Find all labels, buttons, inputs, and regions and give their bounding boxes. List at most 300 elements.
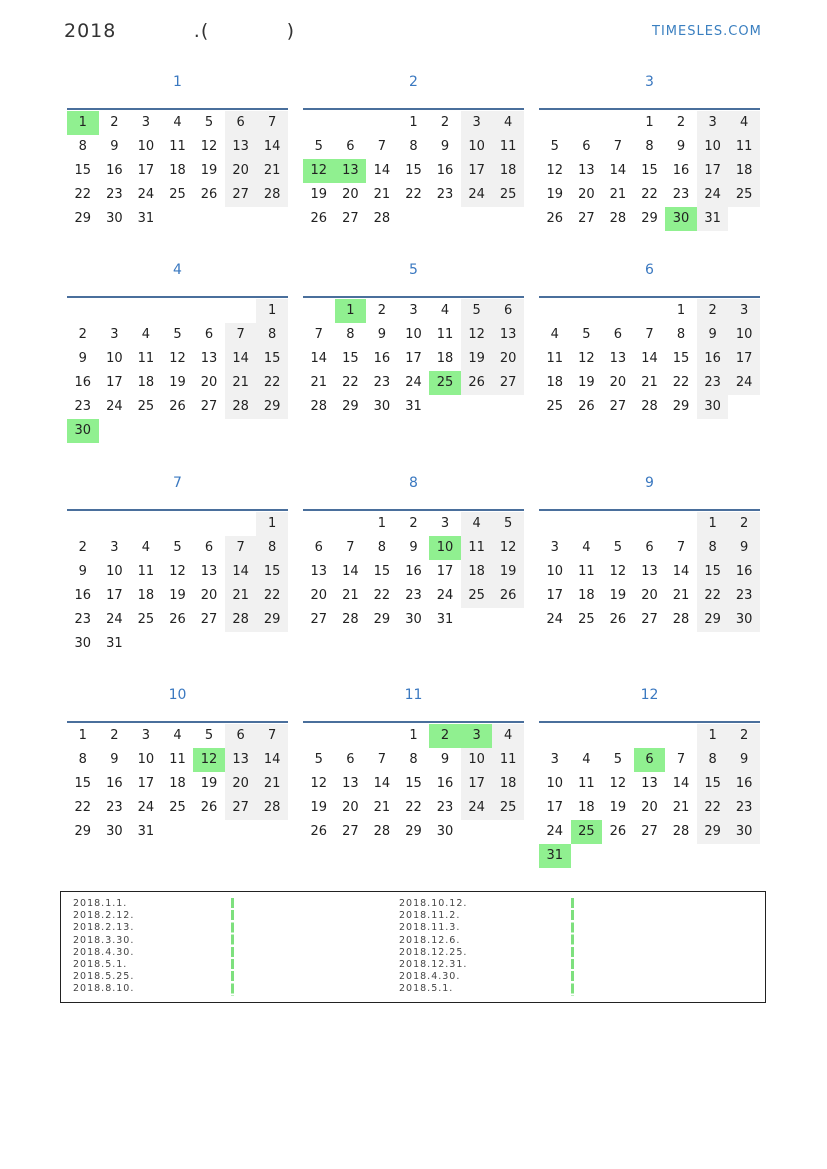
- day-cell[interactable]: 31: [106, 636, 123, 651]
- day-cell[interactable]: 11: [169, 752, 186, 767]
- day-cell[interactable]: 15: [641, 163, 658, 178]
- day-cell[interactable]: 9: [78, 564, 87, 579]
- day-cell[interactable]: 1: [645, 115, 654, 130]
- day-cell[interactable]: 12: [169, 351, 186, 366]
- day-cell[interactable]: 15: [672, 351, 690, 366]
- day-cell[interactable]: 18: [492, 159, 524, 183]
- day-cell[interactable]: 18: [578, 588, 595, 603]
- day-cell[interactable]: 28: [609, 211, 627, 226]
- day-cell[interactable]: 16: [436, 776, 454, 791]
- day-cell[interactable]: 11: [461, 536, 493, 560]
- day-cell[interactable]: 3: [440, 516, 450, 531]
- day-cell[interactable]: 29: [373, 612, 391, 627]
- day-cell[interactable]: 6: [582, 139, 591, 154]
- day-cell[interactable]: 25: [492, 183, 524, 207]
- day-cell[interactable]: 7: [225, 323, 257, 347]
- day-cell[interactable]: 29: [342, 399, 359, 414]
- day-cell[interactable]: 27: [225, 183, 257, 207]
- day-cell[interactable]: 8: [78, 752, 87, 767]
- day-cell[interactable]: 20: [225, 772, 257, 796]
- day-cell[interactable]: 15: [342, 351, 359, 366]
- day-cell[interactable]: 5: [613, 752, 623, 767]
- day-cell[interactable]: 18: [578, 800, 595, 815]
- day-cell[interactable]: 13: [492, 323, 524, 347]
- day-cell[interactable]: 17: [137, 776, 155, 791]
- day-cell[interactable]: 31: [137, 824, 155, 839]
- day-cell[interactable]: 5: [173, 540, 182, 555]
- day-cell[interactable]: 25: [137, 399, 155, 414]
- day-cell[interactable]: 18: [169, 163, 186, 178]
- day-cell[interactable]: 9: [440, 752, 450, 767]
- day-cell[interactable]: 19: [578, 375, 595, 390]
- day-cell[interactable]: 28: [225, 395, 257, 419]
- day-cell[interactable]: 24: [106, 612, 123, 627]
- day-cell[interactable]: 21: [256, 772, 288, 796]
- day-cell[interactable]: 27: [200, 399, 218, 414]
- day-cell[interactable]: 15: [256, 347, 288, 371]
- day-cell[interactable]: 22: [74, 187, 92, 202]
- day-cell[interactable]: 22: [74, 800, 92, 815]
- day-cell[interactable]: 13: [225, 748, 257, 772]
- day-cell[interactable]: 2: [728, 724, 760, 748]
- day-cell[interactable]: 13: [578, 163, 595, 178]
- day-cell[interactable]: 9: [676, 139, 686, 154]
- day-cell[interactable]: 3: [409, 303, 418, 318]
- day-cell[interactable]: 1: [409, 728, 418, 743]
- day-cell[interactable]: 30: [728, 820, 760, 844]
- day-cell[interactable]: 8: [409, 752, 418, 767]
- day-cell[interactable]: 9: [110, 752, 119, 767]
- day-cell[interactable]: 1: [377, 516, 387, 531]
- day-cell[interactable]: 10: [728, 323, 760, 347]
- day-cell[interactable]: 16: [697, 347, 729, 371]
- day-cell[interactable]: 7: [377, 139, 387, 154]
- day-cell[interactable]: 3: [110, 540, 119, 555]
- day-cell[interactable]: 25: [169, 187, 186, 202]
- day-cell[interactable]: 10: [106, 564, 123, 579]
- day-cell[interactable]: 2: [110, 115, 119, 130]
- day-cell[interactable]: 17: [728, 347, 760, 371]
- day-cell[interactable]: 24: [436, 588, 454, 603]
- day-cell[interactable]: 30: [665, 207, 697, 231]
- day-cell[interactable]: 22: [405, 800, 422, 815]
- day-cell[interactable]: 3: [461, 724, 493, 748]
- day-cell[interactable]: 20: [492, 347, 524, 371]
- day-cell[interactable]: 26: [546, 211, 564, 226]
- day-cell[interactable]: 21: [373, 800, 391, 815]
- day-cell[interactable]: 4: [582, 752, 591, 767]
- day-cell[interactable]: 23: [672, 187, 690, 202]
- day-cell[interactable]: 24: [106, 399, 123, 414]
- day-cell[interactable]: 22: [342, 375, 359, 390]
- day-cell[interactable]: 22: [405, 187, 422, 202]
- day-cell[interactable]: 28: [672, 612, 690, 627]
- day-cell[interactable]: 25: [492, 796, 524, 820]
- day-cell[interactable]: 11: [137, 564, 155, 579]
- day-cell[interactable]: 10: [546, 776, 564, 791]
- day-cell[interactable]: 9: [697, 323, 729, 347]
- day-cell[interactable]: 2: [676, 115, 686, 130]
- day-cell[interactable]: 30: [74, 636, 92, 651]
- day-cell[interactable]: 21: [672, 800, 690, 815]
- day-cell[interactable]: 27: [492, 371, 524, 395]
- day-cell[interactable]: 23: [74, 399, 92, 414]
- day-cell[interactable]: 29: [256, 395, 288, 419]
- day-cell[interactable]: 19: [310, 800, 328, 815]
- day-cell[interactable]: 10: [461, 748, 493, 772]
- day-cell[interactable]: 27: [641, 824, 658, 839]
- day-cell[interactable]: 3: [141, 728, 151, 743]
- day-cell[interactable]: 4: [582, 540, 591, 555]
- day-cell[interactable]: 13: [342, 776, 359, 791]
- day-cell[interactable]: 27: [609, 399, 627, 414]
- day-cell[interactable]: 26: [461, 371, 493, 395]
- day-cell[interactable]: 19: [310, 187, 328, 202]
- day-cell[interactable]: 8: [409, 139, 418, 154]
- day-cell[interactable]: 11: [137, 351, 155, 366]
- day-cell[interactable]: 6: [225, 724, 257, 748]
- day-cell[interactable]: 28: [225, 608, 257, 632]
- day-cell[interactable]: 16: [436, 163, 454, 178]
- day-cell[interactable]: 12: [609, 564, 627, 579]
- day-cell[interactable]: 9: [728, 536, 760, 560]
- day-cell[interactable]: 12: [609, 776, 627, 791]
- day-cell[interactable]: 11: [492, 748, 524, 772]
- day-cell[interactable]: 8: [697, 748, 729, 772]
- day-cell[interactable]: 20: [200, 375, 218, 390]
- day-cell[interactable]: 28: [373, 824, 391, 839]
- day-cell[interactable]: 25: [169, 800, 186, 815]
- day-cell[interactable]: 29: [697, 608, 729, 632]
- day-cell[interactable]: 2: [440, 115, 450, 130]
- day-cell[interactable]: 23: [405, 588, 422, 603]
- day-cell[interactable]: 31: [137, 211, 155, 226]
- day-cell[interactable]: 11: [492, 135, 524, 159]
- day-cell[interactable]: 29: [74, 824, 92, 839]
- day-cell[interactable]: 12: [310, 776, 328, 791]
- day-cell[interactable]: 17: [461, 159, 493, 183]
- day-cell[interactable]: 19: [169, 375, 186, 390]
- day-cell[interactable]: 26: [609, 824, 627, 839]
- day-cell[interactable]: 14: [672, 564, 690, 579]
- day-cell[interactable]: 27: [200, 612, 218, 627]
- day-cell[interactable]: 14: [256, 748, 288, 772]
- day-cell[interactable]: 12: [578, 351, 595, 366]
- day-cell[interactable]: 30: [728, 608, 760, 632]
- day-cell[interactable]: 18: [728, 159, 760, 183]
- day-cell[interactable]: 26: [169, 612, 186, 627]
- day-cell[interactable]: 24: [546, 612, 564, 627]
- day-cell[interactable]: 23: [728, 796, 760, 820]
- day-cell[interactable]: 1: [676, 303, 686, 318]
- day-cell[interactable]: 15: [697, 772, 729, 796]
- day-cell[interactable]: 5: [550, 139, 559, 154]
- day-cell[interactable]: 13: [200, 351, 218, 366]
- day-cell[interactable]: 15: [405, 776, 422, 791]
- day-cell[interactable]: 27: [310, 612, 328, 627]
- day-cell[interactable]: 26: [492, 584, 524, 608]
- day-cell[interactable]: 21: [225, 584, 257, 608]
- day-cell[interactable]: 6: [346, 752, 355, 767]
- day-cell[interactable]: 11: [728, 135, 760, 159]
- day-cell[interactable]: 5: [173, 327, 182, 342]
- day-cell[interactable]: 30: [697, 395, 729, 419]
- day-cell[interactable]: 13: [641, 776, 658, 791]
- day-cell[interactable]: 22: [641, 187, 658, 202]
- day-cell[interactable]: 22: [256, 371, 288, 395]
- day-cell[interactable]: 21: [342, 588, 359, 603]
- day-cell[interactable]: 29: [697, 820, 729, 844]
- day-cell[interactable]: 19: [546, 187, 564, 202]
- day-cell[interactable]: 6: [634, 748, 666, 772]
- day-cell[interactable]: 22: [373, 588, 391, 603]
- day-cell[interactable]: 16: [672, 163, 690, 178]
- day-cell[interactable]: 8: [697, 536, 729, 560]
- day-cell[interactable]: 20: [200, 588, 218, 603]
- day-cell[interactable]: 13: [335, 159, 367, 183]
- day-cell[interactable]: 8: [346, 327, 355, 342]
- day-cell[interactable]: 20: [342, 187, 359, 202]
- day-cell[interactable]: 10: [546, 564, 564, 579]
- day-cell[interactable]: 1: [256, 512, 288, 536]
- day-cell[interactable]: 19: [609, 800, 627, 815]
- day-cell[interactable]: 7: [256, 724, 288, 748]
- day-cell[interactable]: 4: [492, 724, 524, 748]
- day-cell[interactable]: 19: [492, 560, 524, 584]
- day-cell[interactable]: 18: [436, 351, 454, 366]
- day-cell[interactable]: 23: [436, 800, 454, 815]
- day-cell[interactable]: 13: [225, 135, 257, 159]
- day-cell[interactable]: 19: [461, 347, 493, 371]
- day-cell[interactable]: 29: [641, 211, 658, 226]
- day-cell[interactable]: 29: [74, 211, 92, 226]
- day-cell[interactable]: 4: [728, 111, 760, 135]
- day-cell[interactable]: 21: [256, 159, 288, 183]
- day-cell[interactable]: 13: [641, 564, 658, 579]
- day-cell[interactable]: 14: [373, 163, 391, 178]
- day-cell[interactable]: 16: [74, 375, 92, 390]
- day-cell[interactable]: 8: [645, 139, 654, 154]
- day-cell[interactable]: 4: [461, 512, 493, 536]
- day-cell[interactable]: 15: [697, 560, 729, 584]
- day-cell[interactable]: 10: [137, 752, 155, 767]
- day-cell[interactable]: 26: [200, 800, 218, 815]
- day-cell[interactable]: 10: [697, 135, 729, 159]
- day-cell[interactable]: 17: [546, 588, 564, 603]
- day-cell[interactable]: 29: [256, 608, 288, 632]
- day-cell[interactable]: 14: [310, 351, 328, 366]
- day-cell[interactable]: 27: [225, 796, 257, 820]
- day-cell[interactable]: 14: [373, 776, 391, 791]
- day-cell[interactable]: 7: [346, 540, 355, 555]
- day-cell[interactable]: 23: [436, 187, 454, 202]
- day-cell[interactable]: 26: [310, 211, 328, 226]
- day-cell[interactable]: 17: [546, 800, 564, 815]
- day-cell[interactable]: 10: [405, 327, 422, 342]
- day-cell[interactable]: 25: [578, 612, 595, 627]
- day-cell[interactable]: 2: [728, 512, 760, 536]
- day-cell[interactable]: 3: [697, 111, 729, 135]
- day-cell[interactable]: 26: [609, 612, 627, 627]
- day-cell[interactable]: 31: [405, 399, 422, 414]
- day-cell[interactable]: 23: [74, 612, 92, 627]
- day-cell[interactable]: 12: [303, 159, 335, 183]
- day-cell[interactable]: 2: [409, 516, 418, 531]
- day-cell[interactable]: 5: [582, 327, 591, 342]
- day-cell[interactable]: 11: [578, 564, 595, 579]
- day-cell[interactable]: 2: [78, 540, 87, 555]
- day-cell[interactable]: 5: [314, 752, 323, 767]
- day-cell[interactable]: 25: [571, 820, 603, 844]
- day-cell[interactable]: 15: [405, 163, 422, 178]
- day-cell[interactable]: 29: [405, 824, 422, 839]
- day-cell[interactable]: 5: [204, 728, 214, 743]
- day-cell[interactable]: 7: [676, 540, 686, 555]
- day-cell[interactable]: 23: [697, 371, 729, 395]
- day-cell[interactable]: 24: [461, 796, 493, 820]
- day-cell[interactable]: 28: [672, 824, 690, 839]
- day-cell[interactable]: 12: [169, 564, 186, 579]
- day-cell[interactable]: 8: [256, 323, 288, 347]
- day-cell[interactable]: 18: [137, 375, 155, 390]
- day-cell[interactable]: 6: [346, 139, 355, 154]
- day-cell[interactable]: 8: [676, 327, 686, 342]
- day-cell[interactable]: 20: [342, 800, 359, 815]
- day-cell[interactable]: 25: [429, 371, 461, 395]
- day-cell[interactable]: 1: [697, 512, 729, 536]
- day-cell[interactable]: 16: [74, 588, 92, 603]
- day-cell[interactable]: 28: [641, 399, 658, 414]
- day-cell[interactable]: 4: [173, 728, 182, 743]
- day-cell[interactable]: 14: [672, 776, 690, 791]
- day-cell[interactable]: 2: [78, 327, 87, 342]
- day-cell[interactable]: 11: [436, 327, 454, 342]
- day-cell[interactable]: 4: [440, 303, 450, 318]
- day-cell[interactable]: 21: [225, 371, 257, 395]
- day-cell[interactable]: 22: [697, 584, 729, 608]
- day-cell[interactable]: 25: [137, 612, 155, 627]
- day-cell[interactable]: 18: [137, 588, 155, 603]
- day-cell[interactable]: 9: [110, 139, 119, 154]
- day-cell[interactable]: 16: [405, 564, 422, 579]
- day-cell[interactable]: 13: [609, 351, 627, 366]
- day-cell[interactable]: 27: [342, 824, 359, 839]
- day-cell[interactable]: 10: [429, 536, 461, 560]
- day-cell[interactable]: 31: [436, 612, 454, 627]
- day-cell[interactable]: 17: [697, 159, 729, 183]
- day-cell[interactable]: 3: [550, 540, 559, 555]
- day-cell[interactable]: 3: [728, 299, 760, 323]
- day-cell[interactable]: 7: [676, 752, 686, 767]
- day-cell[interactable]: 9: [78, 351, 87, 366]
- day-cell[interactable]: 28: [256, 796, 288, 820]
- day-cell[interactable]: 25: [546, 399, 564, 414]
- day-cell[interactable]: 20: [310, 588, 328, 603]
- day-cell[interactable]: 17: [405, 351, 422, 366]
- day-cell[interactable]: 15: [74, 776, 92, 791]
- day-cell[interactable]: 14: [641, 351, 658, 366]
- day-cell[interactable]: 23: [106, 800, 123, 815]
- day-cell[interactable]: 4: [141, 540, 151, 555]
- day-cell[interactable]: 23: [373, 375, 391, 390]
- day-cell[interactable]: 19: [200, 163, 218, 178]
- day-cell[interactable]: 12: [546, 163, 564, 178]
- day-cell[interactable]: 1: [697, 724, 729, 748]
- day-cell[interactable]: 25: [461, 584, 493, 608]
- day-cell[interactable]: 5: [461, 299, 493, 323]
- day-cell[interactable]: 16: [106, 776, 123, 791]
- day-cell[interactable]: 18: [169, 776, 186, 791]
- day-cell[interactable]: 21: [310, 375, 328, 390]
- day-cell[interactable]: 26: [169, 399, 186, 414]
- day-cell[interactable]: 12: [193, 748, 225, 772]
- day-cell[interactable]: 30: [106, 211, 123, 226]
- day-cell[interactable]: 21: [672, 588, 690, 603]
- day-cell[interactable]: 3: [110, 327, 119, 342]
- day-cell[interactable]: 4: [492, 111, 524, 135]
- day-cell[interactable]: 7: [256, 111, 288, 135]
- day-cell[interactable]: 26: [578, 399, 595, 414]
- day-cell[interactable]: 17: [436, 564, 454, 579]
- day-cell[interactable]: 28: [342, 612, 359, 627]
- day-cell[interactable]: 8: [256, 536, 288, 560]
- day-cell[interactable]: 11: [578, 776, 595, 791]
- day-cell[interactable]: 17: [106, 375, 123, 390]
- day-cell[interactable]: 3: [550, 752, 559, 767]
- day-cell[interactable]: 4: [141, 327, 151, 342]
- day-cell[interactable]: 30: [106, 824, 123, 839]
- day-cell[interactable]: 15: [74, 163, 92, 178]
- day-cell[interactable]: 5: [613, 540, 623, 555]
- day-cell[interactable]: 7: [645, 327, 654, 342]
- day-cell[interactable]: 10: [137, 139, 155, 154]
- day-cell[interactable]: 28: [310, 399, 328, 414]
- day-cell[interactable]: 20: [641, 800, 658, 815]
- day-cell[interactable]: 2: [377, 303, 387, 318]
- day-cell[interactable]: 9: [377, 327, 387, 342]
- day-cell[interactable]: 6: [204, 327, 214, 342]
- day-cell[interactable]: 20: [641, 588, 658, 603]
- day-cell[interactable]: 3: [461, 111, 493, 135]
- day-cell[interactable]: 21: [641, 375, 658, 390]
- day-cell[interactable]: 30: [67, 419, 99, 443]
- day-cell[interactable]: 2: [697, 299, 729, 323]
- day-cell[interactable]: 19: [200, 776, 218, 791]
- day-cell[interactable]: 1: [256, 299, 288, 323]
- day-cell[interactable]: 14: [225, 560, 257, 584]
- day-cell[interactable]: 21: [373, 187, 391, 202]
- day-cell[interactable]: 30: [373, 399, 391, 414]
- day-cell[interactable]: 5: [204, 115, 214, 130]
- day-cell[interactable]: 21: [609, 187, 627, 202]
- day-cell[interactable]: 12: [492, 536, 524, 560]
- day-cell[interactable]: 12: [200, 139, 218, 154]
- day-cell[interactable]: 22: [672, 375, 690, 390]
- day-cell[interactable]: 16: [728, 772, 760, 796]
- day-cell[interactable]: 20: [578, 187, 595, 202]
- day-cell[interactable]: 24: [137, 800, 155, 815]
- day-cell[interactable]: 24: [697, 183, 729, 207]
- day-cell[interactable]: 31: [697, 207, 729, 231]
- day-cell[interactable]: 5: [314, 139, 323, 154]
- day-cell[interactable]: 6: [225, 111, 257, 135]
- day-cell[interactable]: 22: [256, 584, 288, 608]
- day-cell[interactable]: 22: [697, 796, 729, 820]
- day-cell[interactable]: 17: [106, 588, 123, 603]
- day-cell[interactable]: 2: [429, 724, 461, 748]
- day-cell[interactable]: 4: [550, 327, 559, 342]
- day-cell[interactable]: 24: [137, 187, 155, 202]
